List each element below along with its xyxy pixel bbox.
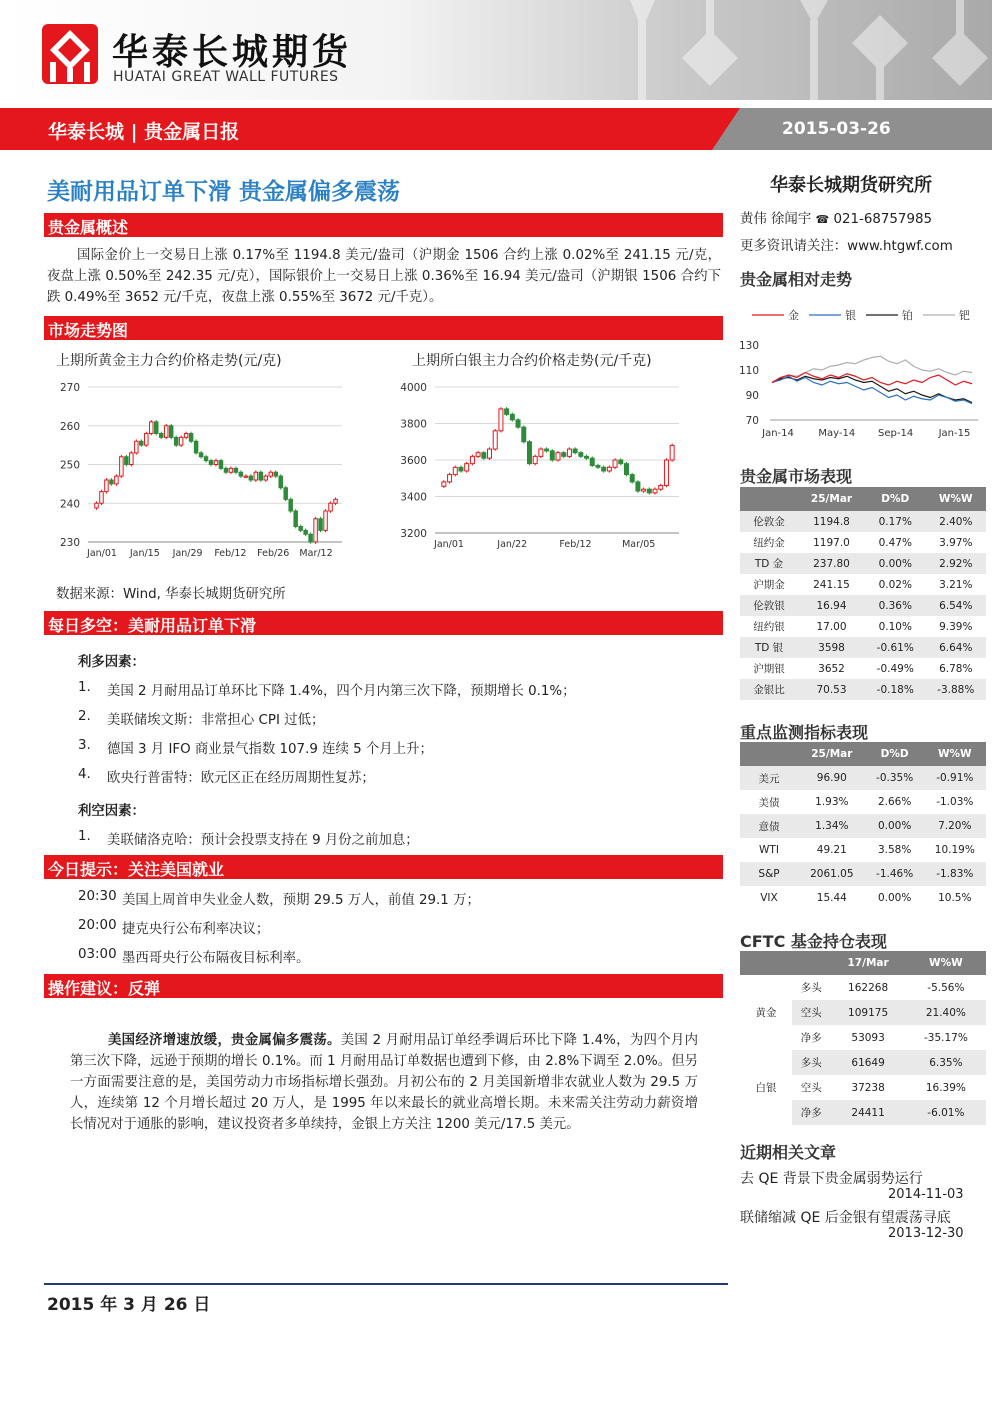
section-daily bbox=[44, 611, 723, 635]
candle-body bbox=[567, 449, 571, 456]
table-cell: 6.35% bbox=[906, 1050, 986, 1075]
table-cell: -3.88% bbox=[926, 679, 987, 700]
section-heading: 贵金属概述 bbox=[48, 218, 129, 237]
candle-body bbox=[244, 476, 247, 477]
table-header-cell: D%D bbox=[865, 487, 925, 511]
table-cell: 6.64% bbox=[926, 637, 987, 658]
article-date: 2013-12-30 bbox=[888, 1226, 964, 1241]
x-tick-label: Jan/01 bbox=[434, 539, 464, 550]
table-cell: VIX bbox=[740, 886, 798, 910]
candle-body bbox=[254, 472, 257, 480]
list-item: 美国 2 月耐用品订单环比下降 1.4%，四个月内第三次下降，预期增长 0.1%； bbox=[107, 684, 576, 699]
candle-body bbox=[442, 482, 446, 486]
x-tick-label: Jan/15 bbox=[129, 548, 160, 559]
candle-body bbox=[269, 472, 272, 476]
y-tick-label: 270 bbox=[59, 382, 80, 394]
section-today bbox=[44, 855, 723, 879]
section-heading: 今日提示：关注美国就业 bbox=[48, 860, 225, 879]
candle-body bbox=[314, 519, 317, 542]
table-cell: 0.47% bbox=[865, 532, 925, 553]
candle-body bbox=[189, 434, 192, 442]
candle-body bbox=[130, 453, 133, 465]
table-group-cell: 黄金 bbox=[740, 975, 792, 1050]
candle-body bbox=[465, 464, 469, 471]
table-row bbox=[740, 790, 986, 814]
articles-heading: 近期相关文章 bbox=[740, 1143, 837, 1162]
table-cell: -1.83% bbox=[924, 862, 986, 886]
candle-body bbox=[274, 472, 277, 476]
author-line bbox=[740, 208, 932, 227]
candle-body bbox=[299, 527, 302, 531]
candle-body bbox=[499, 409, 503, 431]
table-header-cell bbox=[740, 951, 792, 975]
table-header-cell: 25/Mar bbox=[798, 487, 865, 511]
candle-body bbox=[659, 486, 663, 490]
table-cell: 16.39% bbox=[906, 1075, 986, 1100]
article-date: 2014-11-03 bbox=[888, 1187, 964, 1202]
report-date: 2015-03-26 bbox=[782, 119, 891, 139]
table-cell: TD 金 bbox=[740, 553, 798, 574]
table-header-cell: D%D bbox=[866, 742, 924, 766]
series-line bbox=[772, 376, 972, 404]
table-cell: TD 银 bbox=[740, 637, 798, 658]
x-tick-label: Feb/12 bbox=[214, 548, 247, 559]
candle-body bbox=[140, 441, 143, 445]
table-cell: 沪期银 bbox=[740, 658, 798, 679]
table-cell: 3.97% bbox=[926, 532, 987, 553]
report-type: 华泰长城 | 贵金属日报 bbox=[48, 121, 240, 143]
legend-label: 金 bbox=[788, 309, 799, 322]
phone-number: 021-68757985 bbox=[833, 212, 932, 227]
event-time: 20:00 bbox=[78, 918, 117, 933]
table-cell: 0.02% bbox=[865, 574, 925, 595]
table-cell: 0.00% bbox=[866, 814, 924, 838]
table-row bbox=[740, 679, 986, 700]
footer-date: 2015 年 3 月 26 日 bbox=[47, 1295, 211, 1315]
candle-body bbox=[279, 476, 282, 488]
relative-trend-chart bbox=[738, 300, 988, 445]
y-tick-label: 3200 bbox=[400, 528, 427, 540]
table-row bbox=[740, 532, 986, 553]
gold-chart-title: 上期所黄金主力合约价格走势(元/克) bbox=[56, 353, 282, 369]
candle-body bbox=[550, 451, 554, 460]
table-cell: 1194.8 bbox=[798, 511, 865, 532]
table-cell: 净多 bbox=[792, 1100, 830, 1125]
y-tick-label: 230 bbox=[59, 537, 80, 549]
legend-label: 银 bbox=[845, 309, 856, 322]
y-tick-label: 260 bbox=[59, 420, 80, 433]
table-header-cell: W%W bbox=[906, 951, 986, 975]
list-item: 美联储埃文斯：非常担心 CPI 过低； bbox=[107, 713, 325, 728]
table-cell: -1.03% bbox=[924, 790, 986, 814]
table-header-cell bbox=[740, 487, 798, 511]
candle-body bbox=[505, 409, 509, 414]
legend-label: 铂 bbox=[902, 309, 913, 322]
bull-factors-label: 利多因素： bbox=[78, 655, 145, 670]
table-cell: -35.17% bbox=[906, 1025, 986, 1050]
table-row bbox=[740, 616, 986, 637]
authors: 黄伟 徐闻宇 bbox=[740, 212, 812, 227]
table-cell: 3652 bbox=[798, 658, 865, 679]
table-cell: 61649 bbox=[830, 1050, 905, 1075]
candle-body bbox=[135, 441, 138, 453]
candle-body bbox=[579, 453, 583, 457]
indicator-heading: 重点监测指标表现 bbox=[740, 723, 869, 742]
x-tick-label: Jan-15 bbox=[938, 428, 971, 439]
x-tick-label: Feb/26 bbox=[257, 548, 290, 559]
x-tick-label: Sep-14 bbox=[878, 428, 914, 439]
candle-body bbox=[459, 467, 463, 471]
candle-body bbox=[120, 457, 123, 476]
table-row bbox=[740, 511, 986, 532]
article-title[interactable]: 去 QE 背景下贵金属弱势运行 bbox=[740, 1171, 923, 1187]
table-row bbox=[740, 553, 986, 574]
cftc-heading: CFTC 基金持仓表现 bbox=[740, 932, 887, 951]
market-perf-table bbox=[740, 487, 986, 700]
event-text: 捷克央行公布利率决议； bbox=[122, 922, 270, 937]
candle-body bbox=[214, 461, 217, 465]
candle-body bbox=[448, 475, 452, 482]
candle-body bbox=[249, 476, 252, 480]
table-row bbox=[740, 595, 986, 616]
table-cell: -0.35% bbox=[866, 766, 924, 790]
candle-body bbox=[219, 461, 222, 469]
header-decoration bbox=[560, 0, 992, 100]
list-item: 德国 3 月 IFO 商业景气指数 107.9 连续 5 个月上升； bbox=[107, 742, 433, 757]
series-line bbox=[772, 376, 972, 402]
candle-body bbox=[453, 467, 457, 474]
table-cell: 109175 bbox=[830, 1000, 905, 1025]
table-cell: S&P bbox=[740, 862, 798, 886]
x-tick-label: Jan/01 bbox=[87, 548, 117, 559]
candle-body bbox=[470, 456, 474, 463]
candle-body bbox=[174, 437, 177, 445]
section-heading: 市场走势图 bbox=[48, 321, 129, 340]
list-item: 欧央行普雷特：欧元区正在经历周期性复苏； bbox=[107, 771, 375, 786]
candle-body bbox=[209, 461, 212, 465]
bear-factors-label: 利空因素： bbox=[78, 804, 145, 819]
table-cell: 3.58% bbox=[866, 838, 924, 862]
candle-body bbox=[527, 442, 531, 464]
table-cell: 96.90 bbox=[798, 766, 866, 790]
table-cell: 0.00% bbox=[866, 886, 924, 910]
table-cell: 沪期金 bbox=[740, 574, 798, 595]
candle-body bbox=[179, 437, 182, 445]
more-info[interactable]: 更多资讯请关注：www.htgwf.com bbox=[740, 239, 953, 254]
candle-body bbox=[324, 511, 327, 530]
candle-body bbox=[630, 475, 634, 482]
table-cell: 0.17% bbox=[865, 511, 925, 532]
data-source: 数据来源：Wind, 华泰长城期货研究所 bbox=[56, 587, 286, 602]
candle-body bbox=[125, 457, 128, 465]
candle-body bbox=[224, 468, 227, 472]
candle-body bbox=[539, 449, 543, 456]
y-tick-label: 110 bbox=[738, 365, 759, 377]
list-item-number: 3. bbox=[78, 738, 91, 753]
table-header-cell bbox=[792, 951, 830, 975]
table-cell: 2.92% bbox=[926, 553, 987, 574]
candle-body bbox=[590, 458, 594, 465]
table-row bbox=[740, 862, 986, 886]
gold-price-chart bbox=[50, 374, 350, 574]
table-cell: 2061.05 bbox=[798, 862, 866, 886]
table-cell: 净多 bbox=[792, 1025, 830, 1050]
section-heading: 操作建议：反弹 bbox=[48, 979, 161, 998]
list-item-number: 1. bbox=[78, 680, 91, 695]
table-cell: 0.36% bbox=[865, 595, 925, 616]
institute-name: 华泰长城期货研究所 bbox=[770, 175, 932, 196]
table-group-cell: 白银 bbox=[740, 1050, 792, 1125]
table-cell: 70.53 bbox=[798, 679, 865, 700]
table-cell: 24411 bbox=[830, 1100, 905, 1125]
candle-body bbox=[596, 465, 600, 467]
table-cell: 7.20% bbox=[924, 814, 986, 838]
advice-lead: 美国经济增速放缓，贵金属偏多震荡。 bbox=[108, 1033, 341, 1048]
advice-text bbox=[70, 1030, 698, 1135]
x-tick-label: May-14 bbox=[818, 428, 856, 439]
candle-body bbox=[510, 414, 514, 419]
list-item-number: 4. bbox=[78, 767, 91, 782]
main-title: 美耐用品订单下滑 贵金属偏多震荡 bbox=[47, 179, 401, 205]
relative-trend-heading: 贵金属相对走势 bbox=[740, 270, 853, 289]
candle-body bbox=[309, 534, 312, 542]
table-cell: 伦敦银 bbox=[740, 595, 798, 616]
table-cell: 1197.0 bbox=[798, 532, 865, 553]
candle-body bbox=[664, 460, 668, 486]
candle-body bbox=[619, 460, 623, 464]
table-cell: 美债 bbox=[740, 790, 798, 814]
candle-body bbox=[670, 445, 674, 460]
table-row bbox=[740, 886, 986, 910]
table-row bbox=[740, 766, 986, 790]
table-header-cell: W%W bbox=[926, 487, 987, 511]
y-tick-label: 3800 bbox=[400, 418, 427, 431]
brand-name-cn: 华泰长城期货 bbox=[112, 32, 353, 73]
table-cell: 美元 bbox=[740, 766, 798, 790]
legend-label: 钯 bbox=[959, 309, 970, 322]
candle-body bbox=[239, 472, 242, 476]
y-tick-label: 90 bbox=[745, 390, 759, 402]
table-cell: -5.56% bbox=[906, 975, 986, 1000]
table-cell: 多头 bbox=[792, 975, 830, 1000]
candle-body bbox=[602, 467, 606, 471]
candle-body bbox=[482, 453, 486, 458]
table-cell: 6.54% bbox=[926, 595, 987, 616]
indicator-table bbox=[740, 742, 986, 910]
candle-body bbox=[259, 472, 262, 480]
candle-body bbox=[229, 468, 232, 472]
candle-body bbox=[636, 482, 640, 491]
y-tick-label: 3600 bbox=[400, 455, 427, 467]
table-cell: 162268 bbox=[830, 975, 905, 1000]
table-cell: 53093 bbox=[830, 1025, 905, 1050]
candle-body bbox=[150, 422, 153, 434]
candle-body bbox=[585, 456, 589, 458]
table-row bbox=[740, 975, 986, 1000]
table-cell: 空头 bbox=[792, 1000, 830, 1025]
candle-body bbox=[516, 420, 520, 427]
candle-body bbox=[334, 499, 337, 503]
table-cell: 10.19% bbox=[924, 838, 986, 862]
candle-body bbox=[533, 456, 537, 463]
candle-body bbox=[110, 480, 113, 484]
table-cell: 伦敦金 bbox=[740, 511, 798, 532]
x-tick-label: Jan/29 bbox=[172, 548, 203, 559]
candle-body bbox=[319, 519, 322, 531]
table-row bbox=[740, 637, 986, 658]
table-header-cell: 25/Mar bbox=[798, 742, 866, 766]
candle-body bbox=[476, 453, 480, 457]
table-cell: 2.66% bbox=[866, 790, 924, 814]
candle-body bbox=[95, 503, 98, 508]
candle-body bbox=[562, 453, 566, 457]
phone-icon: ☎ bbox=[815, 213, 830, 226]
table-cell: 49.21 bbox=[798, 838, 866, 862]
table-row bbox=[740, 1050, 986, 1075]
candle-body bbox=[164, 426, 167, 438]
silver-price-chart bbox=[395, 374, 685, 564]
section-heading: 每日多空：美耐用品订单下滑 bbox=[48, 616, 257, 635]
candle-body bbox=[493, 431, 497, 449]
table-cell: -1.46% bbox=[866, 862, 924, 886]
event-text: 美国上周首申失业金人数，预期 29.5 万人，前值 29.1 万； bbox=[122, 893, 480, 908]
candle-body bbox=[284, 488, 287, 500]
table-row bbox=[740, 574, 986, 595]
table-cell: 9.39% bbox=[926, 616, 987, 637]
table-cell: -6.01% bbox=[906, 1100, 986, 1125]
table-cell: 金银比 bbox=[740, 679, 798, 700]
footer-divider bbox=[44, 1283, 728, 1285]
candle-body bbox=[145, 434, 148, 446]
candle-body bbox=[289, 499, 292, 511]
table-row bbox=[740, 838, 986, 862]
candle-body bbox=[105, 480, 108, 492]
y-tick-label: 3400 bbox=[400, 491, 427, 504]
list-item: 美联储洛克哈：预计会投票支持在 9 月份之前加息； bbox=[107, 833, 419, 848]
article-title[interactable]: 联储缩减 QE 后金银有望震荡寻底 bbox=[740, 1210, 951, 1226]
candle-body bbox=[184, 434, 187, 438]
section-advice bbox=[44, 974, 723, 998]
table-cell: 1.93% bbox=[798, 790, 866, 814]
table-cell: -0.18% bbox=[865, 679, 925, 700]
y-tick-label: 130 bbox=[738, 340, 759, 352]
table-cell: 2.40% bbox=[926, 511, 987, 532]
x-tick-label: Jan/22 bbox=[497, 539, 528, 550]
table-cell: 纽约金 bbox=[740, 532, 798, 553]
event-time: 03:00 bbox=[78, 947, 117, 962]
table-header-cell: 17/Mar bbox=[830, 951, 905, 975]
table-row bbox=[740, 658, 986, 679]
table-cell: 意债 bbox=[740, 814, 798, 838]
candle-body bbox=[115, 476, 118, 484]
company-logo bbox=[42, 24, 98, 84]
candle-body bbox=[159, 434, 162, 438]
table-cell: 16.94 bbox=[798, 595, 865, 616]
section-market bbox=[44, 316, 723, 340]
table-cell: 纽约银 bbox=[740, 616, 798, 637]
candle-body bbox=[264, 476, 267, 480]
section-overview bbox=[44, 213, 723, 237]
table-cell: 3598 bbox=[798, 637, 865, 658]
x-tick-label: Jan-14 bbox=[762, 428, 794, 439]
table-cell: 多头 bbox=[792, 1050, 830, 1075]
event-text: 墨西哥央行公布隔夜目标利率。 bbox=[122, 951, 310, 966]
candle-body bbox=[199, 453, 202, 457]
table-cell: 241.15 bbox=[798, 574, 865, 595]
candle-body bbox=[607, 467, 611, 471]
candle-body bbox=[653, 489, 657, 493]
table-cell: -0.49% bbox=[865, 658, 925, 679]
x-tick-label: Feb/12 bbox=[559, 539, 592, 550]
table-cell: WTI bbox=[740, 838, 798, 862]
candle-body bbox=[545, 449, 549, 451]
candle-body bbox=[522, 427, 526, 442]
candle-body bbox=[613, 460, 617, 467]
table-cell: 0.00% bbox=[865, 553, 925, 574]
y-tick-label: 70 bbox=[745, 415, 759, 427]
table-header-cell: W%W bbox=[924, 742, 986, 766]
table-row bbox=[740, 814, 986, 838]
candle-body bbox=[169, 426, 172, 438]
cftc-table bbox=[740, 951, 986, 1125]
candle-body bbox=[204, 457, 207, 461]
table-cell: -0.91% bbox=[924, 766, 986, 790]
list-item-number: 1. bbox=[78, 829, 91, 844]
candle-body bbox=[556, 453, 560, 460]
candle-body bbox=[194, 441, 197, 453]
x-tick-label: Mar/12 bbox=[299, 548, 333, 559]
x-tick-label: Mar/05 bbox=[622, 539, 656, 550]
y-tick-label: 4000 bbox=[400, 382, 427, 394]
candle-body bbox=[155, 422, 158, 434]
table-cell: -0.61% bbox=[865, 637, 925, 658]
table-cell: 15.44 bbox=[798, 886, 866, 910]
table-cell: 21.40% bbox=[906, 1000, 986, 1025]
table-cell: 6.78% bbox=[926, 658, 987, 679]
table-cell: 10.5% bbox=[924, 886, 986, 910]
candle-body bbox=[294, 511, 297, 527]
overview-text: 国际金价上一交易日上涨 0.17%至 1194.8 美元/盎司（沪期金 1506 合约上涨 0.02%至 241.15 元/克，夜盘上涨 0.50%至 242.35 元/克），国际银价上一交易日上涨 0.36%至 16.94 美元/盎司（沪期银 1506 合约下跌 0.49%至 3652 元/千克，夜盘上涨 0.55%至 3672 元/千克）。 bbox=[47, 248, 721, 305]
advice-body: 美国 2 月耐用品订单经季调后环比下降 1.4%，为四个月内第三次下降，远逊于预期的增长 0.1%。而 1 月耐用品订单数据也遭到下修，由 2.8%下调至 2.0%。但另一方面需要注意的是，美国劳动力市场指标增长强劲。月初公布的 2 月美国新增非农就业人数为 29.5 万人，连续第 12 个月增长超过 20 万人，是 1995 年以来最长的就业高增长期。未来需关注劳动力薪资增长情况对于通胀的影响，建议投资者多单续持，金银上方关注 1200 美元/17.5 美元。 bbox=[70, 1033, 699, 1132]
y-tick-label: 250 bbox=[59, 459, 80, 472]
candle-body bbox=[624, 464, 628, 475]
event-time: 20:30 bbox=[78, 889, 117, 904]
candle-body bbox=[573, 449, 577, 453]
table-cell: 3.21% bbox=[926, 574, 987, 595]
candle-body bbox=[234, 468, 237, 472]
candle-body bbox=[642, 489, 646, 491]
market-perf-heading: 贵金属市场表现 bbox=[740, 467, 853, 486]
list-item-number: 2. bbox=[78, 709, 91, 724]
y-tick-label: 240 bbox=[59, 498, 80, 511]
candle-body bbox=[100, 492, 103, 504]
brand-name-en: HUATAI GREAT WALL FUTURES bbox=[113, 69, 339, 85]
table-header-cell bbox=[740, 742, 798, 766]
table-cell: 0.10% bbox=[865, 616, 925, 637]
table-cell: 17.00 bbox=[798, 616, 865, 637]
table-cell: 空头 bbox=[792, 1075, 830, 1100]
table-cell: 37238 bbox=[830, 1075, 905, 1100]
candle-body bbox=[329, 503, 332, 511]
candle-body bbox=[488, 449, 492, 458]
candle-body bbox=[647, 489, 651, 493]
table-cell: 1.34% bbox=[798, 814, 866, 838]
candle-body bbox=[304, 530, 307, 534]
silver-chart-title: 上期所白银主力合约价格走势(元/千克) bbox=[412, 353, 652, 369]
table-cell: 237.80 bbox=[798, 553, 865, 574]
